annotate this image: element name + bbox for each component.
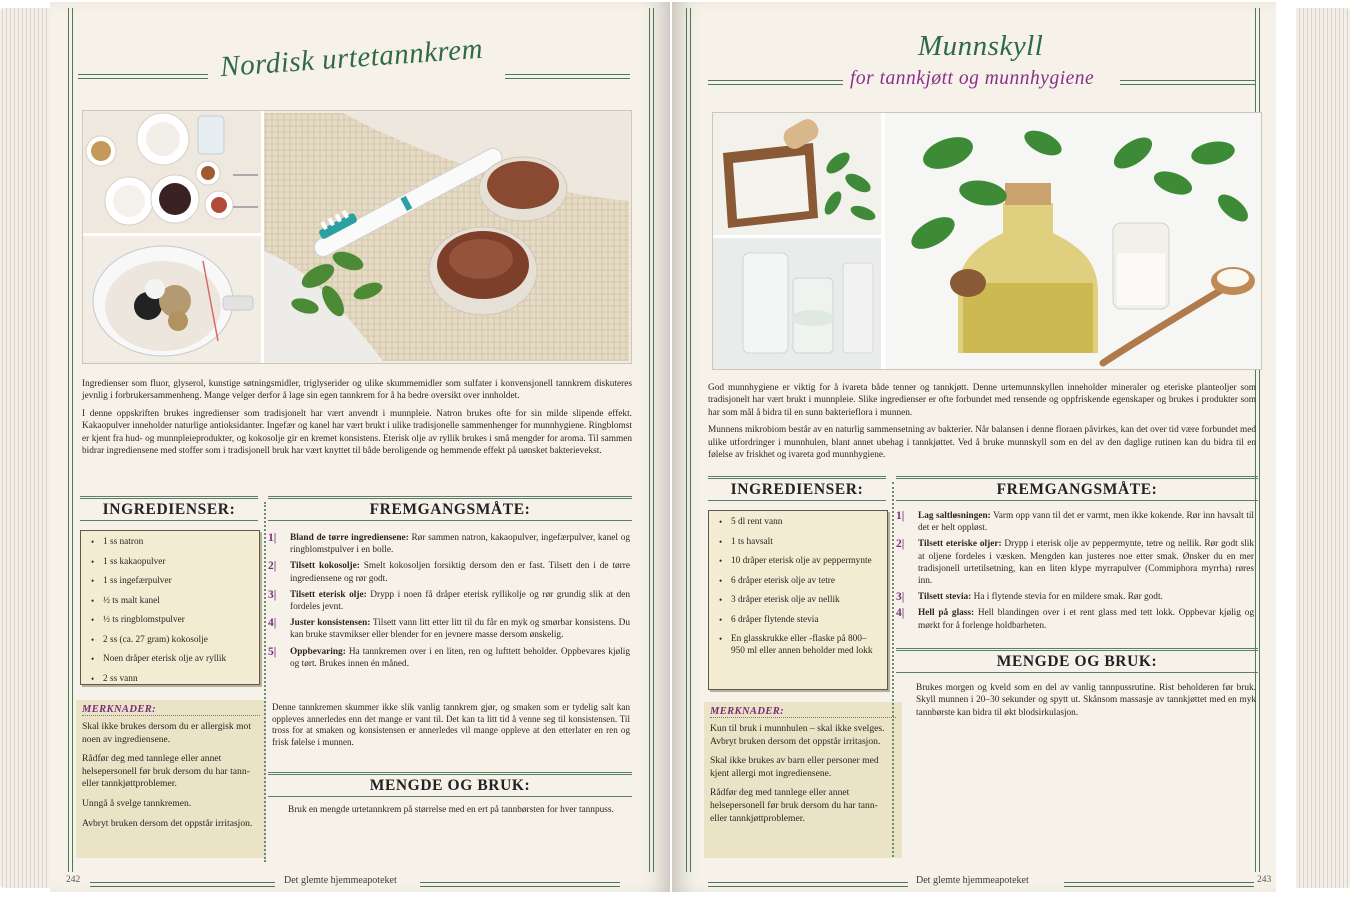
right-page: [672, 2, 1276, 892]
page-title: Nordisk urtetannkrem: [219, 32, 484, 84]
ingredient-item: • 2 ss vann: [97, 674, 251, 686]
intro-text: [82, 378, 632, 462]
step-text: Tilsett vann litt etter litt til du får en myk og smørbar konsistens. Du kan bruke stavmikser eller blender for en jevnere masse dersom ønskelig.: [290, 618, 631, 641]
step-number: 2|: [896, 538, 905, 551]
ingredients-heading: INGREDIENSER:: [708, 476, 886, 501]
ingredient-item: • 1 ss kakaopulver: [97, 557, 251, 569]
footer-title: Det glemte hjemmeapoteket: [916, 875, 1029, 886]
method-step: [268, 589, 630, 613]
page-edges-right: [1296, 8, 1350, 888]
step-number: 1|: [268, 532, 277, 544]
toothpaste-photo: [83, 111, 631, 363]
step-text: Ha tannkremen over i en liten, ren og lufttett beholder. Oppbevares kjølig og tørt. Brukes innen én måned.: [290, 646, 630, 669]
method-step: [268, 560, 630, 584]
step-title: Tilsett eterisk olje:: [290, 589, 367, 600]
step-number: 1|: [896, 510, 905, 522]
intro-paragraph-2: I denne oppskriften brukes ingredienser som tradisjonelt har vært anvendt i munnpleie. Natron brukes ofte for sin milde slipende effekt. Kakaopulver inneholder naturlige antioksidanter. Ingefær og kanel har vært brukt i ulike tradisjonelle sammenhenger for munnhygiene. Ringblomst er kjent fra hud- og munnpleieprodukter, og kokosolje gir en kremet konsistens. Eterisk olje av ryllik brukes i små mengder for aroma. Til sammen bidrar ingrediensene med stoffer som i tradisjonell bruk har vært knyttet til både beroligende og hemmende effekt på uønsket bakterievekst.: [82, 408, 632, 457]
ingredients-list: [709, 511, 887, 657]
notes-heading: MERKNADER:: [82, 704, 260, 716]
method-heading: FREMGANGSMÅTE:: [896, 476, 1258, 501]
step-number: 4|: [896, 607, 905, 620]
ingredient-item: • 1 ts havsalt: [725, 537, 879, 549]
ingredient-item: • 6 dråper flytende stevia: [725, 615, 879, 627]
mouthwash-photo-collage: [712, 112, 1262, 370]
ingredient-item: • 1 ss ingefærpulver: [97, 576, 251, 588]
method-step: [268, 646, 630, 670]
step-title: Lag saltløsningen:: [918, 511, 991, 521]
footer-rule-right: [420, 882, 620, 887]
right-inner-border-line: [686, 8, 691, 872]
ingredient-item: • 10 dråper eterisk olje av peppermynte: [725, 556, 879, 568]
note-item: Rådfør deg med tannlege eller annet helsepersonell før bruk dersom du har tann- eller tannkjøttproblemer.: [710, 787, 878, 824]
step-text: Ha i flytende stevia for en mildere smak. Rør godt.: [971, 592, 1163, 603]
note-item: Kun til bruk i munnhulen – skal ikke svelges. Avbryt bruken dersom det oppstår irritasjon.: [710, 723, 885, 747]
page-edges-left: [0, 8, 54, 888]
footer-rule-left: [90, 882, 275, 887]
column-separator: [892, 482, 894, 857]
page-number: 243: [1257, 875, 1272, 885]
ingredients-list: [81, 531, 259, 685]
step-text: Drypp i noen få dråper eterisk ryllikolje og rør grundig slik at den fordeles jevnt.: [290, 589, 630, 613]
intro-paragraph-1: God munnhygiene er viktig for å ivareta både tenner og tannkjøtt. Denne urtemunnskyllen inneholder mineraler og eteriske planteoljer som tradisjonelt har vært brukt i munnpleie. Slike ingredienser er ofte forbundet med rensende og oppfriskende egenskaper og brukes i produkter som har som mål å bidra til en sunn bakterieflora i munnen.: [708, 383, 1256, 418]
step-title: Tilsett kokosolje:: [290, 561, 360, 572]
title-rule-left: [78, 74, 208, 79]
method-step: [896, 607, 1254, 631]
ingredient-item: • 1 ss natron: [97, 537, 251, 549]
page-title: Munnskyll: [918, 30, 1044, 62]
method-step: [268, 617, 630, 641]
step-number: 3|: [896, 591, 905, 604]
ingredient-item: • 6 dråper eterisk olje av tetre: [725, 576, 879, 588]
method-steps: [896, 510, 1254, 636]
step-text: Smelt kokosoljen forsiktig dersom den er fast. Tilsett den i de tørre ingrediensene og rør godt.: [290, 561, 630, 584]
left-border-line: [68, 8, 73, 872]
page-number: 242: [66, 875, 81, 885]
step-text: Hell blandingen over i et rent glass med tett lokk. Oppbevar kjølig og mørkt for å forlenge holdbarheten.: [918, 608, 1254, 631]
ingredients-box: [80, 530, 260, 685]
method-step: [896, 591, 1254, 603]
step-title: Juster konsistensen:: [290, 618, 371, 629]
left-inner-border-line: [649, 8, 654, 872]
ingredient-item: • ½ ts malt kanel: [97, 596, 251, 608]
column-separator: [264, 502, 266, 862]
step-number: 3|: [268, 588, 277, 601]
step-title: Oppbevaring:: [290, 646, 346, 657]
title-rule-right: [1120, 80, 1256, 85]
step-number: 4|: [268, 617, 277, 630]
usage-heading: MENGDE OG BRUK:: [268, 772, 632, 797]
page-subtitle: for tannkjøtt og munnhygiene: [850, 68, 1095, 89]
step-number: 5|: [268, 645, 277, 658]
step-title: Tilsett stevia:: [918, 592, 972, 603]
step-title: Tilsett eteriske oljer:: [918, 539, 1002, 550]
note-item: Unngå å svelge tannkremen.: [82, 797, 192, 809]
footer-rule-right: [1064, 882, 1254, 887]
usage-text: Brukes morgen og kveld som en del av vanlig tannpussrutine. Rist beholderen før bruk. Skyll munnen i 20–30 sekunder og spytt ut. Skånsom massasje av tannkjøttet med en myk tannbørste kan bidra til økt blodsirkulasjon.: [916, 683, 1256, 718]
footer-title: Det glemte hjemmeapoteket: [284, 875, 397, 886]
method-step: [896, 538, 1254, 587]
note-item: Avbryt bruken dersom det oppstår irritasjon.: [82, 817, 253, 829]
intro-text: [708, 382, 1256, 466]
step-title: Hell på glass:: [918, 608, 975, 619]
ingredient-item: • ½ ts ringblomstpulver: [97, 615, 251, 627]
ingredients-heading: INGREDIENSER:: [80, 496, 258, 521]
title-rule-left: [708, 80, 843, 85]
mouthwash-photo: [713, 113, 1261, 369]
step-text: Rør sammen natron, kakaopulver, ingefærpulver, kanel og ringblomstpulver i en bolle.: [290, 533, 630, 556]
method-note: Denne tannkremen skummer ikke slik vanlig tannkrem gjør, og smaken som er tydelig salt kan oppleves annerledes enn det mange er vant til. Det kan ta litt tid å venne seg til konsistensen. Til tross for at smaken og konsistensen er annerledes vil mange oppleve at den etterlater en ren og frisk følelse i munnen.: [272, 702, 630, 747]
ingredients-box: [708, 510, 888, 690]
method-step: [896, 510, 1254, 534]
intro-paragraph-2: Munnens mikrobiom består av en naturlig sammensetning av bakterier. Når balansen i denne floraen påvirkes, kan det over tid være forbundet med ulike utfordringer i munnhulen, blant annet ubehag i tannkjøttet. Ved å bruke munnskyll som en del av den daglige rutinen kan du bidra til en følelse av friskhet og ivareta god munnhygiene.: [708, 425, 1256, 461]
toothpaste-photo-collage: [82, 110, 632, 364]
ingredient-item: • En glasskrukke eller -flaske på 800–950 ml eller annen beholder med lokk: [725, 634, 879, 657]
ingredient-item: • 5 dl rent vann: [725, 517, 879, 529]
step-text: Varm opp vann til det er varmt, men ikke kokende. Rør inn havsalt til det er helt oppløst.: [918, 511, 1254, 534]
ingredient-item: • 3 dråper eterisk olje av nellik: [725, 595, 879, 607]
notes-box: [704, 702, 902, 858]
notes-heading: MERKNADER:: [710, 706, 896, 718]
footer-rule-left: [708, 882, 908, 887]
usage-heading: MENGDE OG BRUK:: [896, 648, 1258, 673]
ingredient-item: • 2 ss (ca. 27 gram) kokosolje: [97, 635, 251, 647]
usage-text: Bruk en mengde urtetannkrem på størrelse med en ert på tannbørsten for hver tannpuss.: [288, 805, 614, 815]
method-step: [268, 532, 630, 556]
note-item: Rådfør deg med tannlege eller annet helsepersonell før bruk dersom du har tann- eller tannkjøttproblemer.: [82, 753, 250, 790]
note-item: Skal ikke brukes av barn eller personer med kjent allergi mot ingrediensene.: [710, 755, 879, 779]
ingredient-item: • Noen dråper eterisk olje av ryllik: [97, 654, 251, 666]
intro-paragraph-1: Ingredienser som fluor, glyserol, kunstige søtningsmidler, triglyserider og ulike skummemidler som sulfater i konvensjonell tannkrem diskuteres jevnlig i forbrukersammenheng. Mange velger derfor å lage sin egen tannkrem for å ha bedre oversikt over innholdet.: [82, 379, 632, 402]
title-rule-right: [505, 74, 630, 79]
notes-box: [76, 700, 266, 858]
step-text: Drypp i eterisk olje av peppermynte, tetre og nellik. Rør godt slik at oljene fordeles i væsken. Mengden kan justeres noe etter smak. Ønsker du en mer tradisjonell urtetilsetning, kan en liten klype myrrapulver (Commiphora myrrha) røres inn.: [918, 539, 1254, 587]
method-steps: [268, 532, 630, 674]
note-item: Skal ikke brukes dersom du er allergisk mot noen av ingrediensene.: [82, 721, 252, 745]
method-heading: FREMGANGSMÅTE:: [268, 496, 632, 521]
step-number: 2|: [268, 560, 277, 573]
step-title: Bland de tørre ingrediensene:: [290, 533, 409, 543]
left-page: [50, 2, 670, 892]
